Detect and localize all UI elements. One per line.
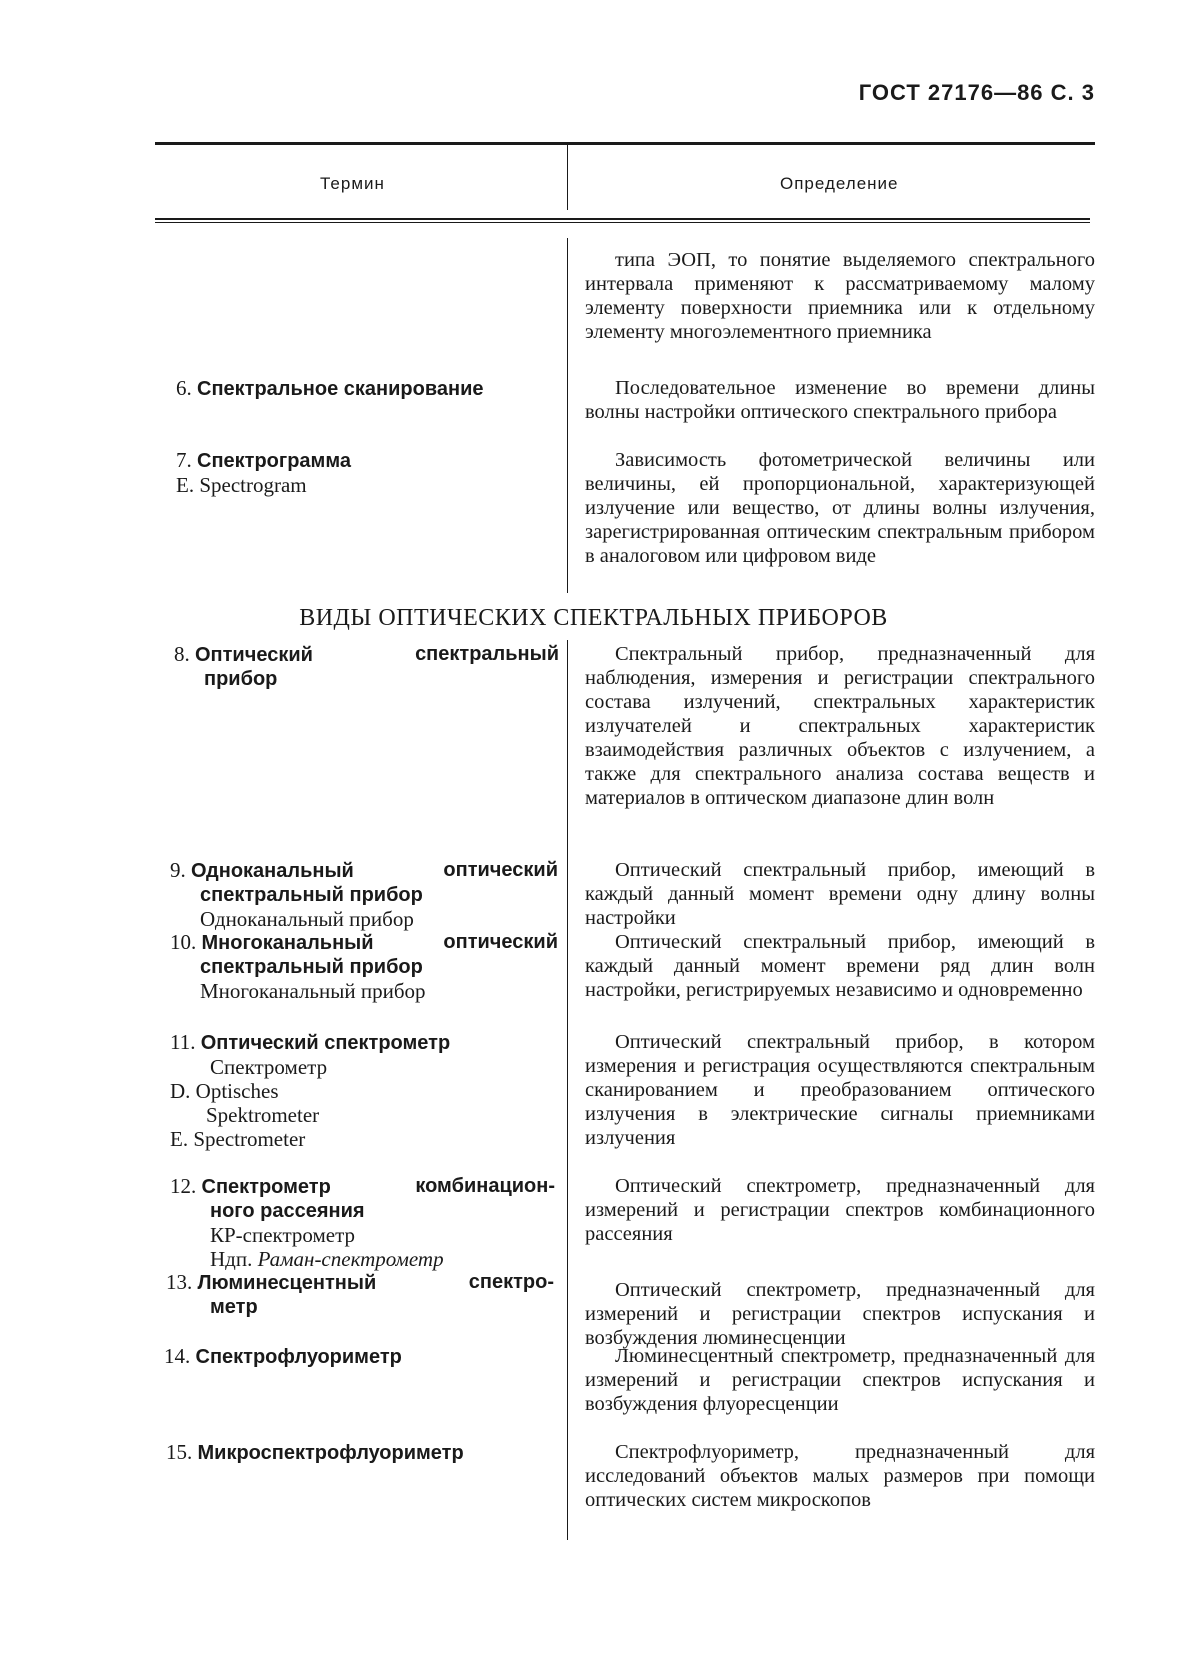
definition-cell: Спектрофлуориметр, предназначенный для исследований объектов малых размеров при помощи оптических систем микроскопов [585,1441,1095,1511]
term-number: 15. [166,1440,193,1464]
term-cell [164,1344,554,1369]
column-header-term: Термин [320,174,385,193]
definition-cell: Оптический спектрометр, предназначенный для измерений и регистрации спектров комбинационного рассеяния [585,1175,1095,1245]
table-header-rule [155,218,1090,220]
column-divider-lower [567,640,568,1540]
term-cell: 10. Многоканальный оптический спектральный прибор Многоканальный прибор [170,930,558,1003]
definition-cell: Люминесцентный спектрометр, предназначенный для измерений и регистрации спектров испускания и возбуждения флуоресценции [585,1345,1095,1415]
foreign-equivalent-en: E. Spectrometer [170,1127,306,1151]
foreign-equivalent-de-cont: Spektrometer [206,1103,320,1127]
term-number: 7. [176,448,192,472]
term-number: 10. [170,930,197,954]
term-synonym: Одноканальный прибор [200,907,414,931]
definition-cell: Спектральный прибор, предназначенный для наблюдения, измерения и регистрации спектрального состава излучений, спектральных характеристик излучателей и спектральных характеристик взаимодействия различных объектов с излучением, а также для спектрального анализа состава веществ и материалов в оптическом диапазоне длин волн [585,643,1095,809]
term-number: 14. [164,1344,191,1368]
term-synonym: КР-спектрометр [210,1223,356,1247]
term-cell [170,1030,558,1151]
foreign-equivalent: E. Spectrogram [176,473,307,497]
definition-cell: Оптический спектральный прибор, имеющий в каждый данный момент времени ряд длин волн настройки, регистрируемых независимо и одновременно [585,931,1095,1001]
term-number: 11. [170,1030,196,1054]
foreign-equivalent-de: D. Optisches [170,1079,279,1103]
term-name: Микроспектрофлуориметр [197,1442,464,1464]
continuation-definition: типа ЭОП, то понятие выделяемого спектрального интервала применяют к рассматриваемому малому элементу поверхности приемника или к отдельному элементу многоэлементного приемника [585,249,1095,343]
definition-cell: Зависимость фотометрической величины или величины, ей пропорциональной, характеризующей излучение или вещество, от длины волны излучения, зарегистрированная оптическим спектральным прибором в аналоговом или цифровом виде [585,449,1095,567]
term-cell: 9. Одноканальный оптический спектральный прибор Одноканальный прибор [170,858,558,931]
section-title: ВИДЫ ОПТИЧЕСКИХ СПЕКТРАЛЬНЫХ ПРИБОРОВ [299,605,888,631]
term-number: 12. [170,1174,197,1198]
term-name: Оптический спектрометр [200,1032,451,1054]
definition-cell: Оптический спектральный прибор, имеющий в каждый данный момент времени одну длину волны настройки [585,859,1095,929]
term-name: Спектральное сканирование [197,378,484,400]
term-name: Спектрофлуориметр [195,1346,402,1368]
column-header-definition: Определение [780,174,899,193]
term-cell: 13. Люминесцентный спектро- метр [166,1270,554,1318]
term-cell [160,376,555,401]
term-synonym: Спектрометр [210,1055,328,1079]
term-synonym: Многоканальный прибор [200,979,426,1003]
table-top-rule [155,142,1095,145]
definition-cell: Последовательное изменение во времени длины волны настройки оптического спектрального прибора [585,377,1095,423]
term-number: 8. [174,642,190,666]
definition-cell: Оптический спектральный прибор, в котором измерения и регистрация осуществляются спектральным сканированием и преобразованием оптического излучения в электрические сигналы приемниками излучения [585,1031,1095,1149]
term-cell: 12. Спектрометр комбинацион- ного рассеяния КР-спектрометр Ндп. Раман-спектрометр [170,1174,555,1271]
term-cell: 8. Оптический спектральный прибор [174,642,559,690]
term-number: 9. [170,858,186,882]
table-header-rule-thin [155,222,1090,223]
column-divider-upper [567,238,568,593]
header-column-divider [567,142,568,210]
term-name: Спектрограмма [197,450,352,472]
definition-cell: Оптический спектрометр, предназначенный для измерений и регистрации спектров испускания и возбуждения люминесценции [585,1279,1095,1349]
term-number: 6. [176,376,192,400]
term-cell [160,448,555,497]
deprecated-term: Ндп. Раман-спектрометр [210,1247,444,1271]
term-cell [166,1440,556,1465]
page-header: ГОСТ 27176—86 С. 3 [858,80,1095,105]
term-number: 13. [166,1270,193,1294]
